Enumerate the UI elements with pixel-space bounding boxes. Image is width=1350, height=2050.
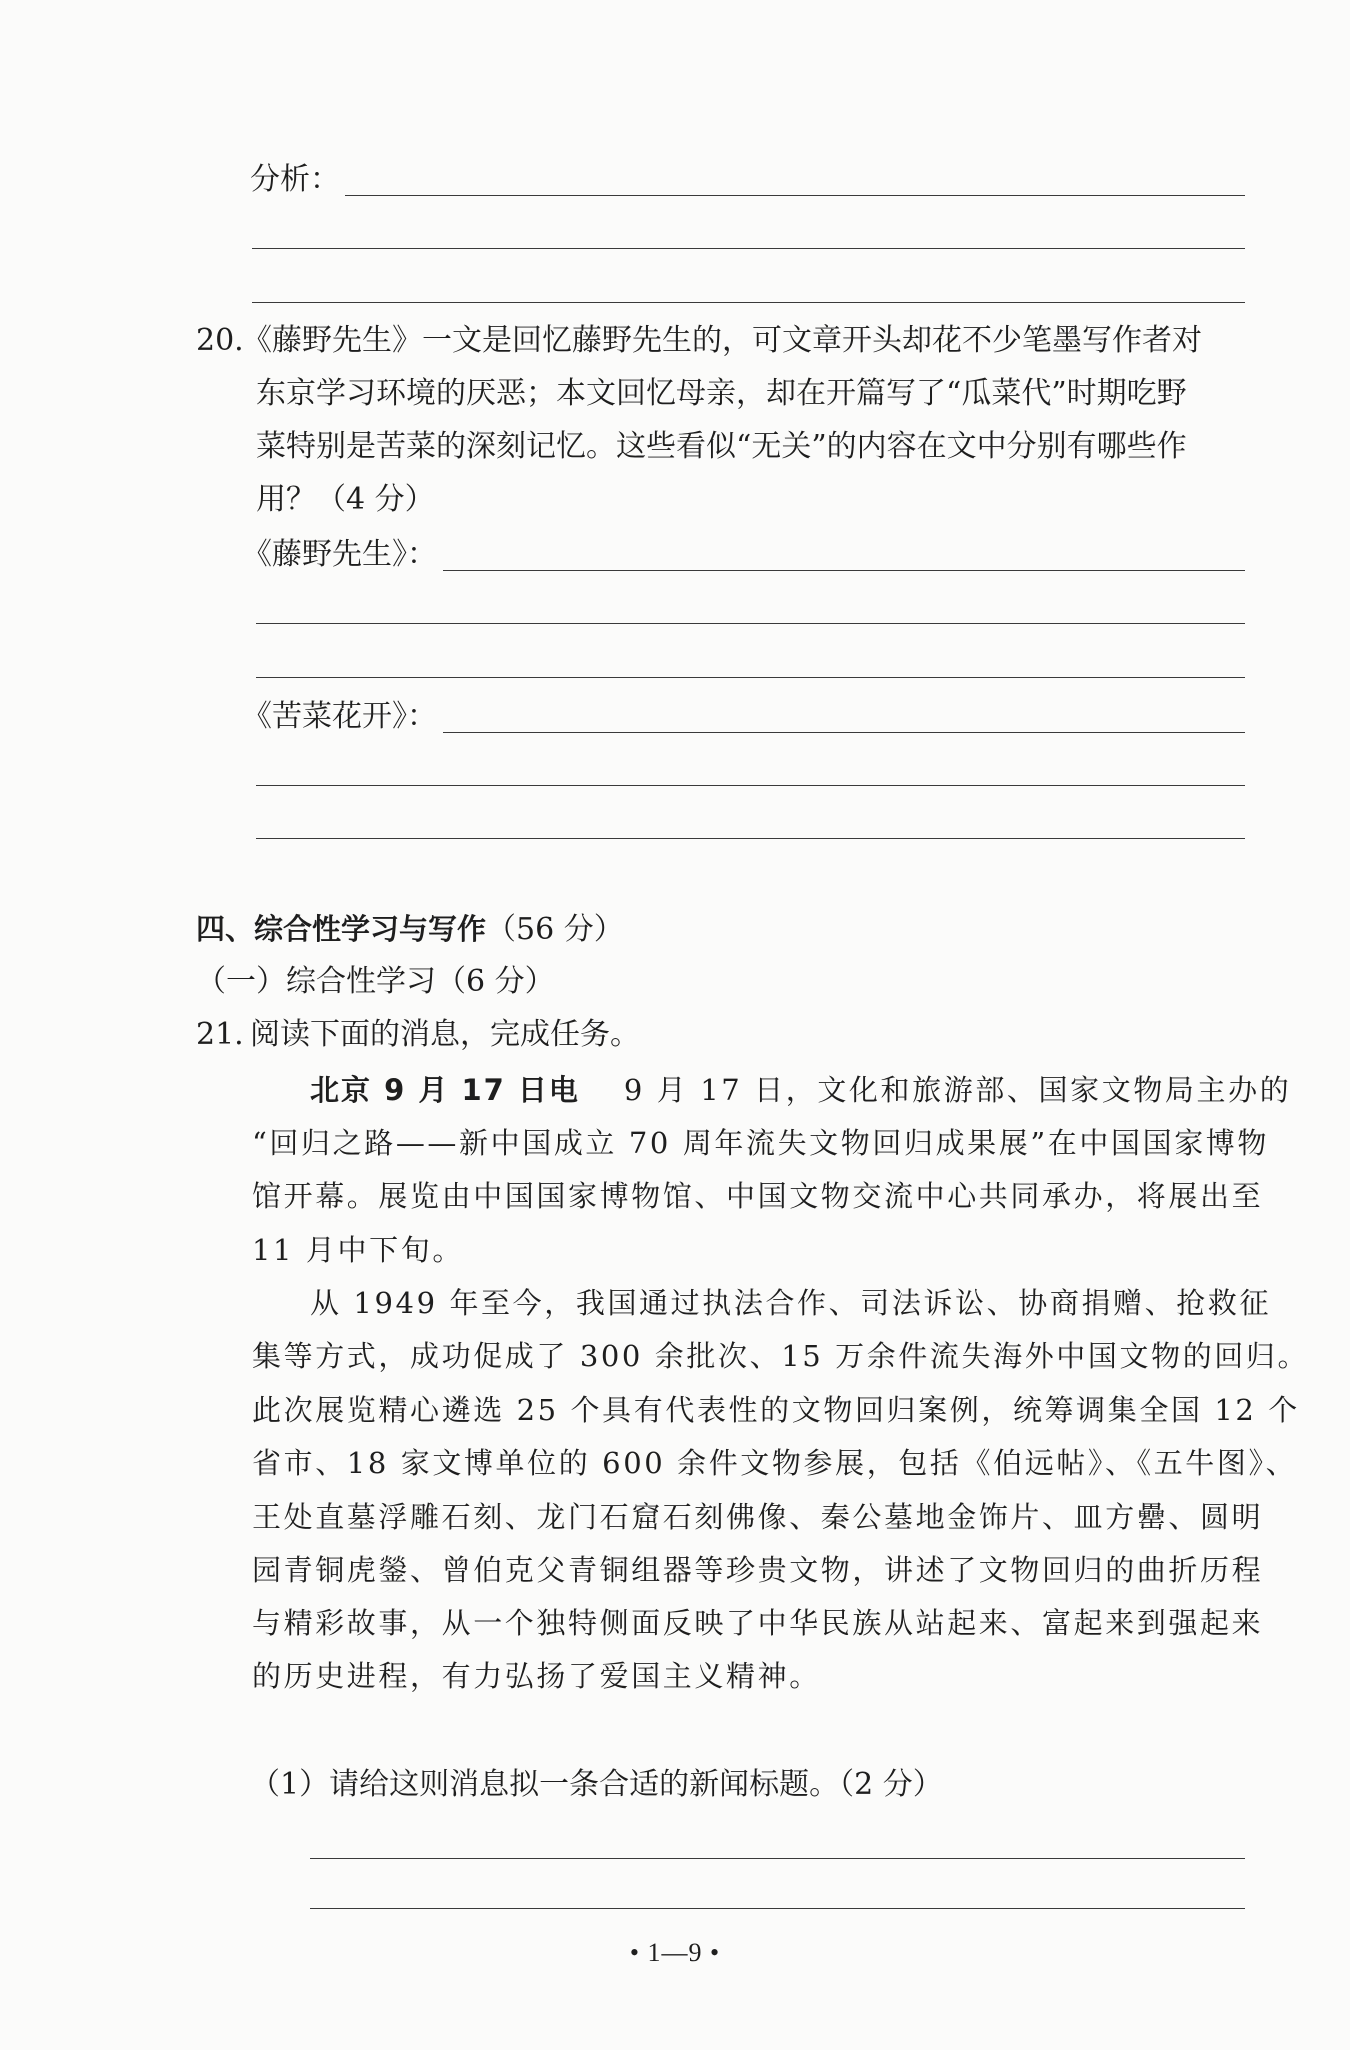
news-para1-line: “回归之路——新中国成立 70 周年流失文物回归成果展”在中国国家博物 [252, 1126, 1269, 1160]
question-21-number: 21. [196, 1017, 244, 1052]
answer-label-tengye: 《藤野先生》： [242, 537, 437, 572]
news-para2-line: 的历史进程，有力弘扬了爱国主义精神。 [252, 1659, 821, 1693]
answer-line[interactable] [256, 838, 1245, 839]
answer-line[interactable] [252, 248, 1245, 249]
answer-line[interactable] [252, 302, 1245, 303]
section-4-heading [196, 909, 624, 950]
answer-line[interactable] [443, 570, 1245, 571]
answer-line[interactable] [256, 785, 1245, 786]
section-4-score: （56 分） [486, 912, 624, 947]
news-para2-line: 从 1949 年至今，我国通过执法合作、司法诉讼、协商捐赠、抢救征 [310, 1286, 1272, 1320]
news-para2-line: 此次展览精心遴选 25 个具有代表性的文物回归案例，统筹调集全国 12 个 [252, 1393, 1300, 1427]
news-para1-line [310, 1070, 1291, 1110]
question-20-line: 用？（4 分） [256, 482, 435, 517]
answer-line[interactable] [310, 1858, 1245, 1859]
page-number: • 1—9 • [629, 1938, 721, 1967]
analysis-label: 分析： [250, 162, 340, 197]
answer-line[interactable] [443, 732, 1245, 733]
section-4-subtitle: （一）综合性学习（6 分） [196, 964, 555, 999]
section-4-title: 四、综合性学习与写作 [196, 912, 487, 946]
answer-label-kucai: 《苦菜花开》： [242, 699, 437, 734]
question-20-line: 东京学习环境的厌恶；本文回忆母亲，却在开篇写了“瓜菜代”时期吃野 [256, 376, 1187, 411]
question-20-line: 《藤野先生》一文是回忆藤野先生的，可文章开头却花不少笔墨写作者对 [242, 323, 1202, 358]
news-para1-line: 11 月中下旬。 [252, 1233, 464, 1267]
question-20-line: 菜特别是苦菜的深刻记忆。这些看似“无关”的内容在文中分别有哪些作 [256, 429, 1187, 464]
answer-line[interactable] [310, 1908, 1245, 1909]
answer-line[interactable] [345, 195, 1245, 196]
question-20-number: 20. [196, 323, 244, 358]
news-para1-text: 9 月 17 日，文化和旅游部、国家文物局主办的 [623, 1073, 1292, 1107]
news-para2-line: 集等方式，成功促成了 300 余批次、15 万余件流失海外中国文物的回归。 [252, 1339, 1310, 1373]
news-dateline: 北京 9 月 17 日电 [310, 1073, 580, 1107]
news-para1-line: 馆开幕。展览由中国国家博物馆、中国文物交流中心共同承办，将展出至 [252, 1179, 1264, 1213]
news-para2-line: 与精彩故事，从一个独特侧面反映了中华民族从站起来、富起来到强起来 [252, 1606, 1264, 1640]
question-21-prompt: 阅读下面的消息，完成任务。 [250, 1017, 640, 1052]
task-1-prompt: （1）请给这则消息拟一条合适的新闻标题。（2 分） [250, 1767, 943, 1802]
news-para2-line: 王处直墓浮雕石刻、龙门石窟石刻佛像、秦公墓地金饰片、皿方罍、圆明 [252, 1500, 1264, 1534]
answer-line[interactable] [256, 677, 1245, 678]
news-para2-line: 园青铜虎鎣、曾伯克父青铜组器等珍贵文物，讲述了文物回归的曲折历程 [252, 1553, 1264, 1587]
news-para2-line: 省市、18 家文博单位的 600 余件文物参展，包括《伯远帖》、《五牛图》、 [252, 1446, 1298, 1480]
answer-line[interactable] [256, 623, 1245, 624]
